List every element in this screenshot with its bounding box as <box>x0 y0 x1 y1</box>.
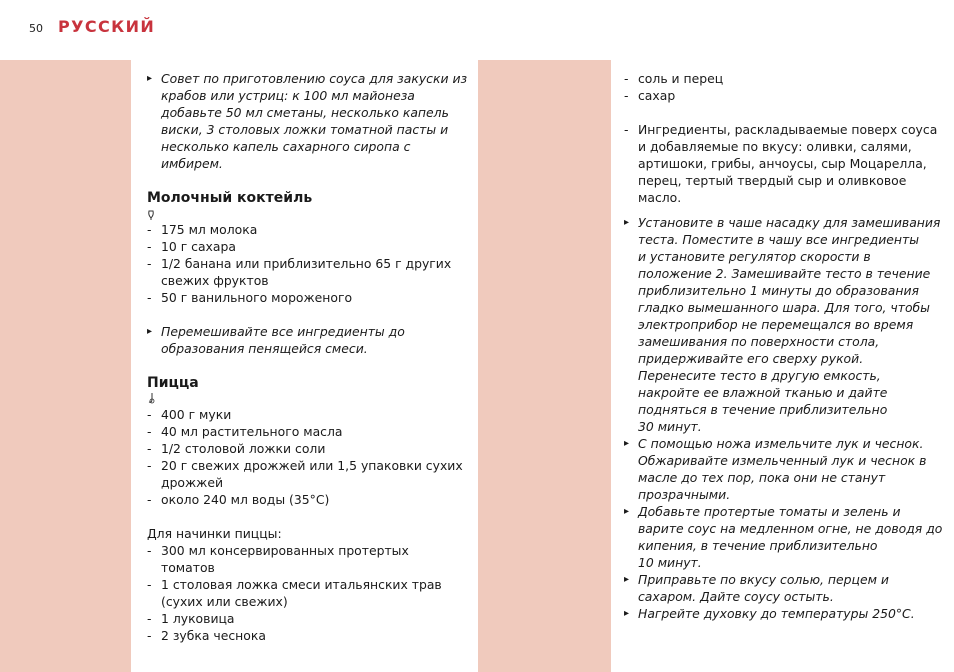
tip-line: крабов или устриц: к 100 мл майонеза <box>161 88 415 103</box>
filling-item: - сахар <box>624 87 936 104</box>
pizza-step-1 <box>624 214 941 435</box>
language-header: РУССКИЙ <box>58 17 156 36</box>
step-line: ▸ С помощью ножа измельчите лук и чеснок. <box>624 435 936 452</box>
step-line: теста. Поместите в чашу все ингредиенты <box>638 232 920 247</box>
step-line: Перенесите тесто в другую емкость, <box>638 368 881 383</box>
step-line: ▸ Нагрейте духовку до температуры 250°C. <box>624 605 936 622</box>
step-line: электроприбор не перемещался во время <box>638 317 914 332</box>
step-line: 30 минут. <box>638 419 702 434</box>
step-line: приблизительно 1 минуты до образования <box>638 283 919 298</box>
filling-item: - 300 мл консервированных протертых <box>147 542 457 559</box>
step-line: Обжаривайте измельченный лук и чеснок в <box>638 453 927 468</box>
step-line: масле до тех пор, пока они не станут <box>638 470 886 485</box>
pizza-step-2 <box>624 435 936 503</box>
filling-item: - 2 зубка чеснока <box>147 627 457 644</box>
filling-item: - 1 столовая ложка смеси итальянских трав <box>147 576 457 593</box>
toppings-line: и добавляемые по вкусу: оливки, салями, <box>638 139 912 154</box>
whisk-speed-icon <box>147 208 457 221</box>
ingredient-item: - 10 г сахара <box>147 238 457 255</box>
pizza-step-4 <box>624 571 936 605</box>
filling-item-continued: томатов <box>161 560 215 575</box>
ingredient-item: - 175 мл молока <box>147 221 457 238</box>
step-line: сахаром. Дайте соусу остыть. <box>638 589 834 604</box>
ingredient-item: - около 240 мл воды (35°C) <box>147 491 457 508</box>
tip-line: несколько капель сахарного сиропа с <box>161 139 411 154</box>
milkshake-title: Молочный коктейль <box>147 190 313 206</box>
step-line: положение 2. Замешивайте тесто в течение <box>638 266 931 281</box>
ingredient-item: - 1/2 банана или приблизительно 65 г других <box>147 255 457 272</box>
step-line: накройте ее влажной тканью и дайте <box>638 385 888 400</box>
step-line: образования пенящейся смеси. <box>161 341 368 356</box>
page-number: 50 <box>29 22 43 35</box>
step-line: замешивания по поверхности стола, <box>638 334 880 349</box>
step-line: варите соус на медленном огне, не доводя до <box>638 521 943 536</box>
step-line: прозрачными. <box>638 487 731 502</box>
filling-item: - соль и перец <box>624 70 936 87</box>
tip-line: имбирем. <box>161 156 223 171</box>
milkshake-section <box>147 189 457 357</box>
step-line: 10 минут. <box>638 555 702 570</box>
toppings-line: артишоки, грибы, анчоусы, сыр Моцарелла, <box>638 156 927 171</box>
step-line: ▸ Установите в чаше насадку для замешивания <box>624 214 936 231</box>
pizza-step-3 <box>624 503 943 571</box>
left-column <box>147 70 468 644</box>
step-line: ▸ Приправьте по вкусу солью, перцем и <box>624 571 936 588</box>
ingredient-item: - 1/2 столовой ложки соли <box>147 440 457 457</box>
tip-line: виски, 3 столовых ложки томатной пасты и <box>161 122 449 137</box>
toppings-line: масло. <box>638 190 682 205</box>
step-line: и установите регулятор скорости в <box>638 249 871 264</box>
step-line: гладко вымешанного шара. Для того, чтобы <box>638 300 930 315</box>
middle-margin-band <box>478 60 611 672</box>
step-line: придерживайте его сверху рукой. <box>638 351 864 366</box>
dough-hook-icon <box>147 393 457 406</box>
pizza-section <box>147 374 463 644</box>
ingredient-item: - 40 мл растительного масла <box>147 423 457 440</box>
toppings-line: - Ингредиенты, раскладываемые поверх соуса <box>624 121 936 138</box>
step-line: подняться в течение приблизительно <box>638 402 888 417</box>
right-column <box>624 70 943 622</box>
ingredient-item: - 400 г муки <box>147 406 457 423</box>
step-line: ▸ Добавьте протертые томаты и зелень и <box>624 503 936 520</box>
pizza-title: Пицца <box>147 375 199 391</box>
filling-item: - 1 луковица <box>147 610 457 627</box>
tip-line: добавьте 50 мл сметаны, несколько капель <box>161 105 449 120</box>
ingredient-item: - 50 г ванильного мороженого <box>147 289 457 306</box>
step-line: ▸ Перемешивайте все ингредиенты до <box>147 323 457 340</box>
ingredient-item-continued: свежих фруктов <box>161 273 269 288</box>
tip-line: ▸ Совет по приготовлению соуса для закуски из <box>147 70 457 87</box>
left-margin-band <box>0 60 131 672</box>
step-line: кипения, в течение приблизительно <box>638 538 878 553</box>
filling-label: Для начинки пиццы: <box>147 526 282 541</box>
filling-item-continued: (сухих или свежих) <box>161 594 288 609</box>
pizza-step-5 <box>624 605 936 622</box>
ingredient-item: - 20 г свежих дрожжей или 1,5 упаковки сухих <box>147 457 457 474</box>
ingredient-item-continued: дрожжей <box>161 475 224 490</box>
sauce-tip <box>147 70 468 172</box>
toppings-line: перец, тертый твердый сыр и оливковое <box>638 173 907 188</box>
